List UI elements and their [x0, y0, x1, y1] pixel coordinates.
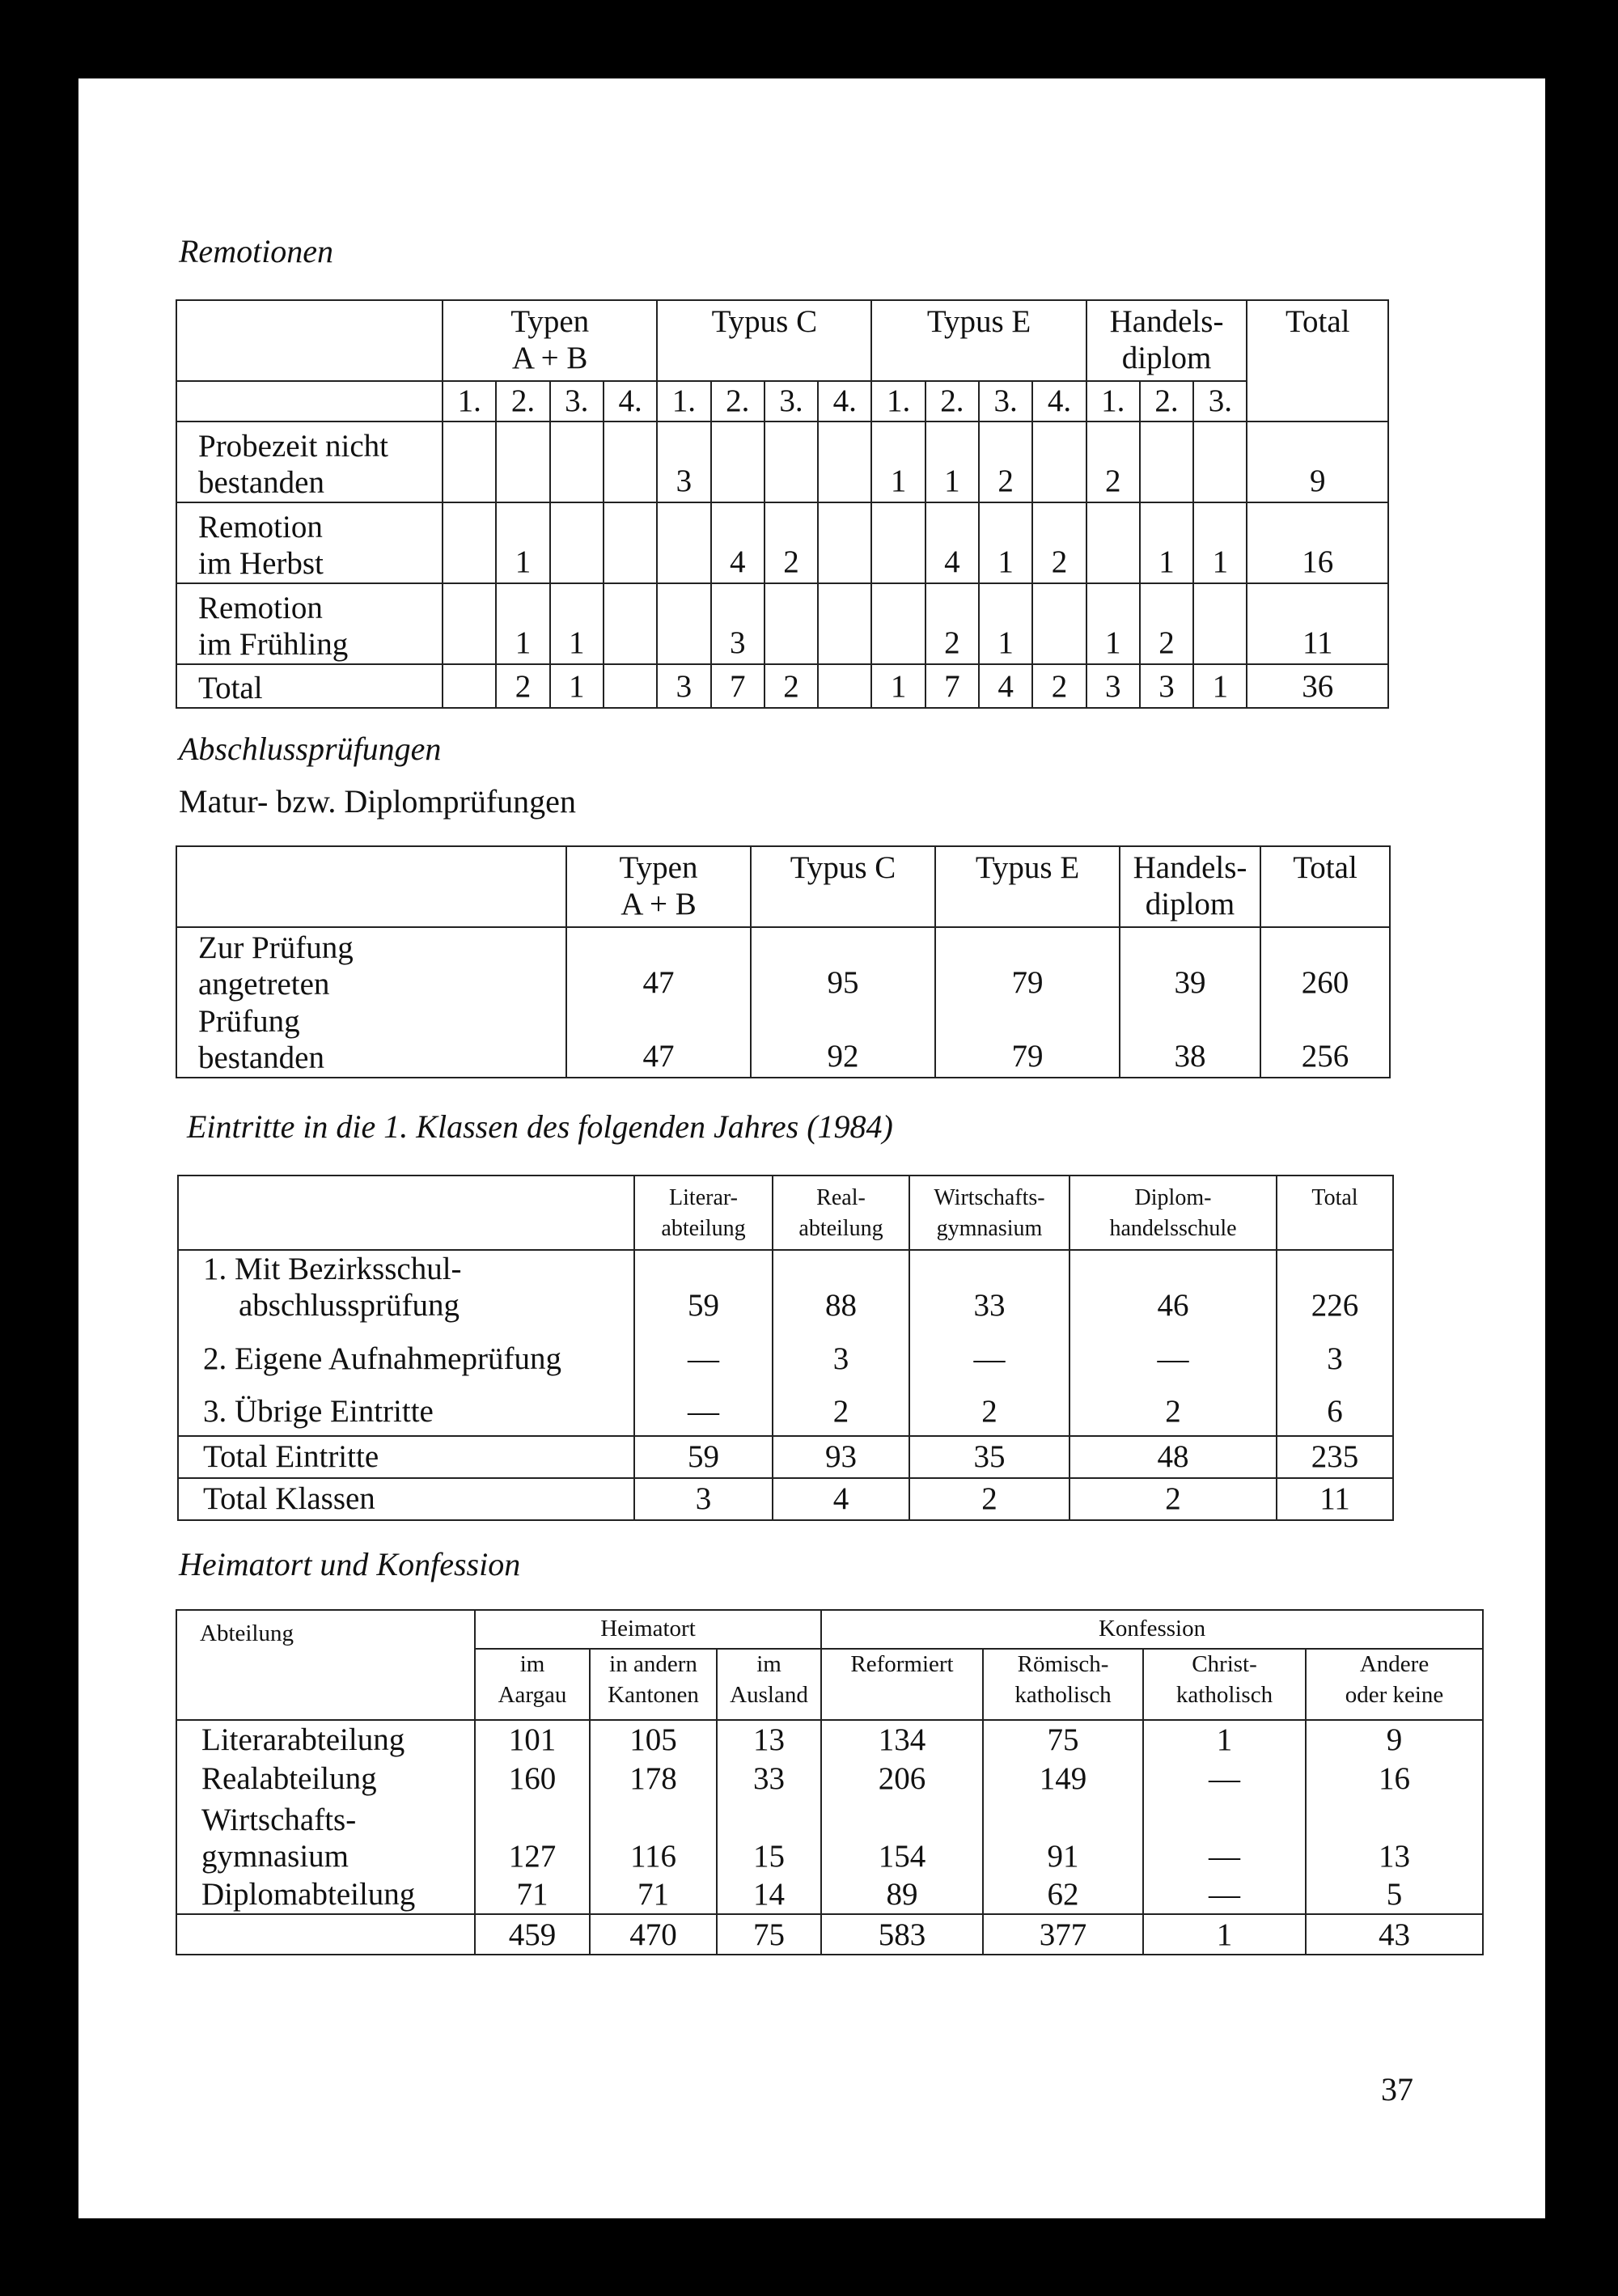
- cell: —: [909, 1329, 1069, 1383]
- cell: 1: [979, 502, 1032, 583]
- cell: [1140, 421, 1193, 502]
- col-im-aargau: im Aargau: [475, 1649, 590, 1720]
- col-typen-ab: Typen A + B: [566, 846, 751, 927]
- col-total: Total: [1247, 300, 1388, 421]
- row-label: Total: [176, 664, 443, 708]
- cell: [765, 421, 818, 502]
- cell: 88: [773, 1250, 909, 1329]
- col-typus-c: Typus C: [751, 846, 935, 927]
- cell: 2: [496, 664, 549, 708]
- row-label: Zur Prüfung angetreten: [176, 927, 566, 1003]
- col-group-konfession: Konfession: [821, 1610, 1483, 1649]
- cell: 2: [1069, 1383, 1277, 1436]
- col-diplomhandelsschule: Diplom- handelsschule: [1069, 1176, 1277, 1250]
- abschluss-header: [176, 846, 1390, 927]
- cell: 1: [1193, 502, 1247, 583]
- cell: 1: [1193, 664, 1247, 708]
- row-label: Prüfung bestanden: [176, 1003, 566, 1078]
- cell: 116: [590, 1798, 717, 1875]
- cell: [550, 502, 604, 583]
- cell: 1: [925, 421, 979, 502]
- remotionen-group-header: [176, 300, 1388, 381]
- cell: 1: [1086, 583, 1140, 664]
- cell: 178: [590, 1759, 717, 1798]
- cell: —: [634, 1383, 773, 1436]
- col-handelsdiplom: Handels- diplom: [1120, 846, 1260, 927]
- cell: 226: [1277, 1250, 1393, 1329]
- cell: 11: [1277, 1478, 1393, 1520]
- cell: 2: [979, 421, 1032, 502]
- table-row: [176, 1720, 1483, 1759]
- cell: 3: [1086, 664, 1140, 708]
- cell: 2: [1032, 664, 1086, 708]
- row-total: 9: [1247, 421, 1388, 502]
- col-typus-e: Typus E: [935, 846, 1120, 927]
- cell: 59: [634, 1250, 773, 1329]
- class-label: 1.: [657, 381, 710, 421]
- class-label: 2.: [711, 381, 765, 421]
- page-number: 37: [1381, 2071, 1413, 2107]
- class-label: 2.: [496, 381, 549, 421]
- cell: [1032, 583, 1086, 664]
- class-label: 2.: [925, 381, 979, 421]
- cell: 7: [711, 664, 765, 708]
- cell: 71: [475, 1875, 590, 1914]
- cell: 4: [925, 502, 979, 583]
- cell: 583: [821, 1914, 983, 1955]
- row-label: Realabteilung: [176, 1759, 475, 1798]
- row-total: 11: [1247, 583, 1388, 664]
- row-label: Remotion im Herbst: [176, 502, 443, 583]
- cell: 2: [1140, 583, 1193, 664]
- class-label: 3.: [765, 381, 818, 421]
- cell: 1: [550, 583, 604, 664]
- remotionen-table: [176, 299, 1389, 709]
- cell: [657, 502, 710, 583]
- cell: 235: [1277, 1436, 1393, 1478]
- cell: 13: [1306, 1798, 1483, 1875]
- cell: 75: [717, 1914, 821, 1955]
- col-wirtschaftsgymnasium: Wirtschafts- gymnasium: [909, 1176, 1069, 1250]
- cell: 127: [475, 1798, 590, 1875]
- row-label: 3. Übrige Eintritte: [178, 1383, 634, 1436]
- cell: 206: [821, 1759, 983, 1798]
- cell: 2: [1086, 421, 1140, 502]
- cell: 1: [1140, 502, 1193, 583]
- cell: 3: [773, 1329, 909, 1383]
- cell: 1: [871, 664, 925, 708]
- eintritte-table: [177, 1175, 1394, 1521]
- class-label: 4.: [818, 381, 871, 421]
- cell: 48: [1069, 1436, 1277, 1478]
- cell: 79: [935, 1003, 1120, 1078]
- cell: 1: [979, 583, 1032, 664]
- cell: —: [1069, 1329, 1277, 1383]
- cell: 3: [711, 583, 765, 664]
- remotionen-class-header: [176, 381, 1388, 421]
- empty-cell: [176, 1914, 475, 1955]
- table-row: [176, 927, 1390, 1003]
- col-total: Total: [1260, 846, 1390, 927]
- cell: [604, 502, 657, 583]
- cell: 3: [1277, 1329, 1393, 1383]
- cell: [818, 664, 871, 708]
- cell: 459: [475, 1914, 590, 1955]
- cell: 101: [475, 1720, 590, 1759]
- cell: [443, 421, 496, 502]
- cell: 1: [1143, 1720, 1306, 1759]
- total-row: [178, 1478, 1393, 1520]
- row-label: Wirtschafts- gymnasium: [176, 1798, 475, 1875]
- cell: —: [634, 1329, 773, 1383]
- row-label: Remotion im Frühling: [176, 583, 443, 664]
- cell: [550, 421, 604, 502]
- cell: 160: [475, 1759, 590, 1798]
- class-label: 1.: [443, 381, 496, 421]
- cell: [443, 583, 496, 664]
- cell: 1: [550, 664, 604, 708]
- cell: 1: [496, 502, 549, 583]
- total-row: [178, 1436, 1393, 1478]
- cell: 71: [590, 1875, 717, 1914]
- empty-cell: [176, 300, 443, 381]
- table-row: [176, 1875, 1483, 1914]
- col-reformiert: Reformiert: [821, 1649, 983, 1720]
- cell: 35: [909, 1436, 1069, 1478]
- col-literarabteilung: Literar- abteilung: [634, 1176, 773, 1250]
- cell: 256: [1260, 1003, 1390, 1078]
- heimatort-heading: Heimatort und Konfession: [179, 1546, 521, 1582]
- cell: 75: [983, 1720, 1143, 1759]
- cell: [711, 421, 765, 502]
- cell: 260: [1260, 927, 1390, 1003]
- cell: 154: [821, 1798, 983, 1875]
- cell: 89: [821, 1875, 983, 1914]
- cell: [1193, 421, 1247, 502]
- cell: 3: [1140, 664, 1193, 708]
- cell: 91: [983, 1798, 1143, 1875]
- cell: [604, 421, 657, 502]
- heimatort-table: [176, 1609, 1484, 1955]
- cell: [496, 421, 549, 502]
- cell: —: [1143, 1798, 1306, 1875]
- class-label: 1.: [871, 381, 925, 421]
- cell: 33: [909, 1250, 1069, 1329]
- cell: [443, 664, 496, 708]
- class-label: 2.: [1140, 381, 1193, 421]
- cell: 59: [634, 1436, 773, 1478]
- cell: 5: [1306, 1875, 1483, 1914]
- cell: 3: [634, 1478, 773, 1520]
- class-label: 4.: [604, 381, 657, 421]
- cell: [818, 421, 871, 502]
- heimatort-group-header: [176, 1610, 1483, 1649]
- cell: 377: [983, 1914, 1143, 1955]
- table-row: [176, 1003, 1390, 1078]
- cell: [765, 583, 818, 664]
- cell: [1193, 583, 1247, 664]
- cell: 105: [590, 1720, 717, 1759]
- table-row: [176, 1798, 1483, 1875]
- table-row: [176, 1759, 1483, 1798]
- abschluss-heading: Abschlussprüfungen: [179, 731, 442, 767]
- total-row: [176, 664, 1388, 708]
- row-total: 36: [1247, 664, 1388, 708]
- cell: 2: [1032, 502, 1086, 583]
- col-andere-oder-keine: Andere oder keine: [1306, 1649, 1483, 1720]
- cell: 7: [925, 664, 979, 708]
- cell: [604, 583, 657, 664]
- col-group-typen-ab: Typen A + B: [443, 300, 657, 381]
- cell: 39: [1120, 927, 1260, 1003]
- cell: 4: [711, 502, 765, 583]
- cell: 3: [657, 664, 710, 708]
- abschluss-table: [176, 845, 1391, 1078]
- cell: 14: [717, 1875, 821, 1914]
- cell: [657, 583, 710, 664]
- row-label: Diplomabteilung: [176, 1875, 475, 1914]
- row-label: 2. Eigene Aufnahmeprüfung: [178, 1329, 634, 1383]
- cell: 134: [821, 1720, 983, 1759]
- cell: 1: [496, 583, 549, 664]
- table-row: [178, 1329, 1393, 1383]
- cell: 38: [1120, 1003, 1260, 1078]
- class-label: 4.: [1032, 381, 1086, 421]
- cell: [818, 502, 871, 583]
- class-label: 3.: [979, 381, 1032, 421]
- cell: 33: [717, 1759, 821, 1798]
- cell: 2: [909, 1478, 1069, 1520]
- col-roemisch-katholisch: Römisch- katholisch: [983, 1649, 1143, 1720]
- abschluss-subheading: Matur- bzw. Diplomprüfungen: [179, 783, 576, 820]
- cell: 46: [1069, 1250, 1277, 1329]
- cell: 43: [1306, 1914, 1483, 1955]
- table-row: [178, 1383, 1393, 1436]
- cell: 1: [1143, 1914, 1306, 1955]
- cell: 93: [773, 1436, 909, 1478]
- cell: 16: [1306, 1759, 1483, 1798]
- row-label: Total Eintritte: [178, 1436, 634, 1478]
- col-group-typus-e: Typus E: [871, 300, 1086, 381]
- cell: 470: [590, 1914, 717, 1955]
- cell: [1032, 421, 1086, 502]
- col-total: Total: [1277, 1176, 1393, 1250]
- cell: [871, 583, 925, 664]
- table-row: [176, 583, 1388, 664]
- cell: 2: [909, 1383, 1069, 1436]
- cell: 2: [765, 502, 818, 583]
- cell: 2: [1069, 1478, 1277, 1520]
- row-label: Probezeit nicht bestanden: [176, 421, 443, 502]
- document-page: [78, 78, 1545, 2218]
- cell: 2: [773, 1383, 909, 1436]
- cell: 47: [566, 927, 751, 1003]
- cell: [443, 502, 496, 583]
- col-in-andern-kantonen: in andern Kantonen: [590, 1649, 717, 1720]
- table-row: [176, 502, 1388, 583]
- remotionen-heading: Remotionen: [179, 233, 334, 269]
- cell: 1: [871, 421, 925, 502]
- cell: 2: [765, 664, 818, 708]
- cell: 13: [717, 1720, 821, 1759]
- empty-cell: [176, 381, 443, 421]
- cell: 4: [979, 664, 1032, 708]
- eintritte-heading: Eintritte in die 1. Klassen des folgenden Jahres (1984): [187, 1108, 893, 1145]
- empty-cell: [178, 1176, 634, 1250]
- col-realabteilung: Real- abteilung: [773, 1176, 909, 1250]
- row-label: Literarabteilung: [176, 1720, 475, 1759]
- cell: 149: [983, 1759, 1143, 1798]
- col-christ-katholisch: Christ- katholisch: [1143, 1649, 1306, 1720]
- col-abteilung: Abteilung: [176, 1610, 475, 1720]
- cell: [871, 502, 925, 583]
- col-group-handelsdiplom: Handels- diplom: [1086, 300, 1247, 381]
- row-label: 1. Mit Bezirksschul- abschlussprüfung: [178, 1250, 634, 1329]
- col-group-typus-c: Typus C: [657, 300, 871, 381]
- cell: 6: [1277, 1383, 1393, 1436]
- table-row: [178, 1250, 1393, 1329]
- col-im-ausland: im Ausland: [717, 1649, 821, 1720]
- empty-cell: [176, 846, 566, 927]
- col-group-heimatort: Heimatort: [475, 1610, 821, 1649]
- cell: [604, 664, 657, 708]
- total-row: [176, 1914, 1483, 1955]
- cell: 92: [751, 1003, 935, 1078]
- cell: —: [1143, 1875, 1306, 1914]
- cell: 4: [773, 1478, 909, 1520]
- cell: 47: [566, 1003, 751, 1078]
- cell: 3: [657, 421, 710, 502]
- cell: —: [1143, 1759, 1306, 1798]
- row-total: 16: [1247, 502, 1388, 583]
- class-label: 3.: [1193, 381, 1247, 421]
- cell: 15: [717, 1798, 821, 1875]
- table-row: [176, 421, 1388, 502]
- cell: 62: [983, 1875, 1143, 1914]
- cell: 79: [935, 927, 1120, 1003]
- class-label: 3.: [550, 381, 604, 421]
- cell: [818, 583, 871, 664]
- eintritte-header: [178, 1176, 1393, 1250]
- cell: [1086, 502, 1140, 583]
- row-label: Total Klassen: [178, 1478, 634, 1520]
- cell: 9: [1306, 1720, 1483, 1759]
- cell: 2: [925, 583, 979, 664]
- class-label: 1.: [1086, 381, 1140, 421]
- cell: 95: [751, 927, 935, 1003]
